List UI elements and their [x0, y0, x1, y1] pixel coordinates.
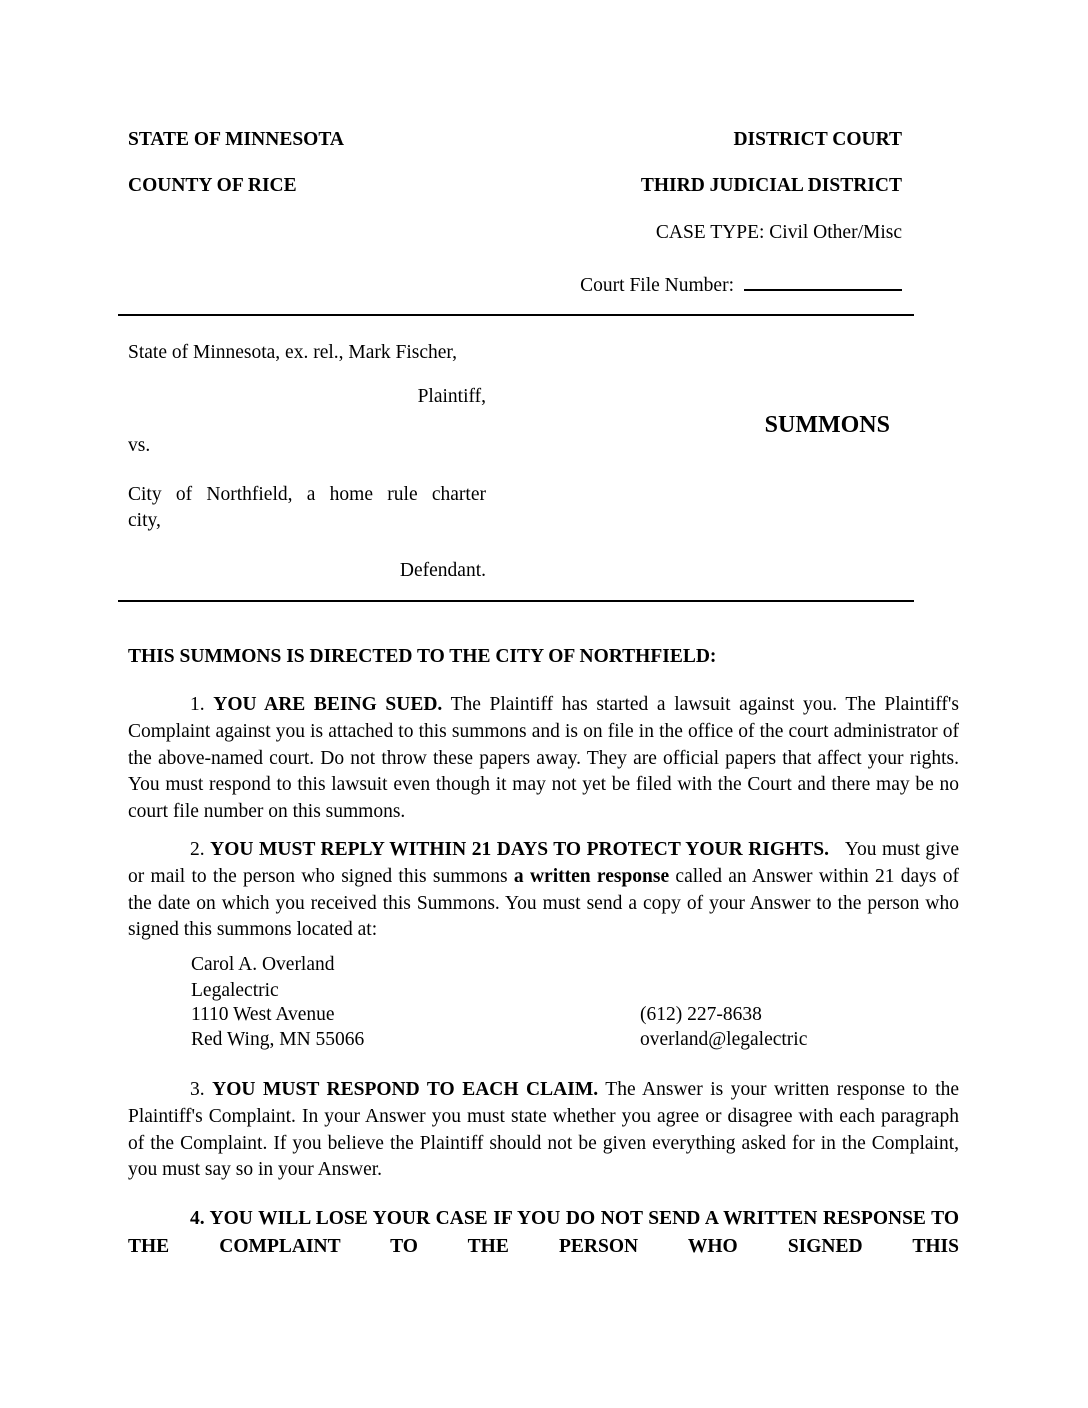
address-firm: Legalectric [191, 980, 279, 1001]
court-file-label: Court File Number: [580, 275, 734, 296]
caption-bottom-rule [118, 600, 914, 602]
court-file-blank [744, 271, 902, 291]
paragraph-3-text: The Answer is your written response to the Plaintiff's Complaint. In your Answer you must state whether you agree or disagree with each paragraph of the Complaint. If you believe the Plaintiff should not be given everything asked for in the Complaint, you must say so in your Answer. [128, 1079, 960, 1181]
paragraph-1-text: The Plaintiff has started a lawsuit against you. The Plaintiff's Complaint against you is attached to this summons and is on file in the office of the court administrator of the above-named court. Do not throw these papers away. They are official papers that affect your rights. You must respond to this lawsuit even though it may not yet be filed with the Court and there may be no court file number on this summons. [128, 694, 960, 823]
document-title: SUMMONS [764, 412, 890, 438]
paragraph-4 [128, 1205, 959, 1261]
defendant-name-line1: City of Northfield, a home rule charter [128, 484, 486, 505]
paragraph-3 [128, 1077, 959, 1184]
paragraph-2-number: 2. [190, 839, 205, 860]
court-file-number [580, 271, 902, 297]
paragraph-2-heading: YOU MUST REPLY WITHIN 21 DAYS TO PROTECT YOUR RIGHTS. [210, 839, 829, 860]
paragraph-1 [128, 692, 959, 826]
paragraph-2-text-before: You must give or mail to the person who signed this summons [128, 839, 959, 887]
defendant-role: Defendant. [399, 560, 486, 581]
plaintiff-comma: , [452, 342, 458, 363]
address-city: Red Wing, MN 55066 [191, 1029, 365, 1050]
paragraph-4-number: 4. [190, 1208, 205, 1229]
address-street: 1110 West Avenue [191, 1004, 335, 1025]
county-heading: COUNTY OF RICE [128, 175, 297, 196]
paragraph-4-heading: YOU WILL LOSE YOUR CASE IF YOU DO NOT SEND A WRITTEN RESPONSE TO THE COMPLAINT TO THE PERSON WHO SIGNED THIS [128, 1208, 959, 1257]
address-email: overland@legalectric [640, 1029, 808, 1050]
plaintiff-role: Plaintiff, [417, 386, 486, 407]
directed-to-heading: THIS SUMMONS IS DIRECTED TO THE CITY OF NORTHFIELD: [128, 646, 717, 667]
paragraph-3-heading: YOU MUST RESPOND TO EACH CLAIM. [212, 1079, 599, 1100]
state-heading: STATE OF MINNESOTA [128, 129, 344, 150]
plaintiff-name-text: State of Minnesota, ex. rel., Mark Fischer [128, 342, 453, 363]
paragraph-2 [128, 837, 959, 944]
address-name: Carol A. Overland [191, 954, 335, 975]
address-phone: (612) 227-8638 [640, 1004, 762, 1025]
paragraph-3-number: 3. [190, 1079, 205, 1100]
paragraph-2-bold-phrase: a written response [513, 865, 670, 887]
versus: vs. [128, 435, 151, 456]
case-type: CASE TYPE: Civil Other/Misc [655, 222, 902, 243]
defendant-name-line2: city, [128, 510, 161, 531]
paragraph-2-text-after: called an Answer within 21 days of the date on which you received this Summons. You must send a copy of your Answer to the person who signed this summons located at: [128, 865, 960, 941]
court-heading: DISTRICT COURT [733, 129, 902, 150]
caption-top-rule [118, 314, 914, 316]
paragraph-1-heading: YOU ARE BEING SUED. [213, 694, 443, 715]
district-heading: THIRD JUDICIAL DISTRICT [640, 175, 902, 196]
paragraph-1-number: 1. [190, 694, 205, 715]
plaintiff-name [128, 342, 457, 364]
